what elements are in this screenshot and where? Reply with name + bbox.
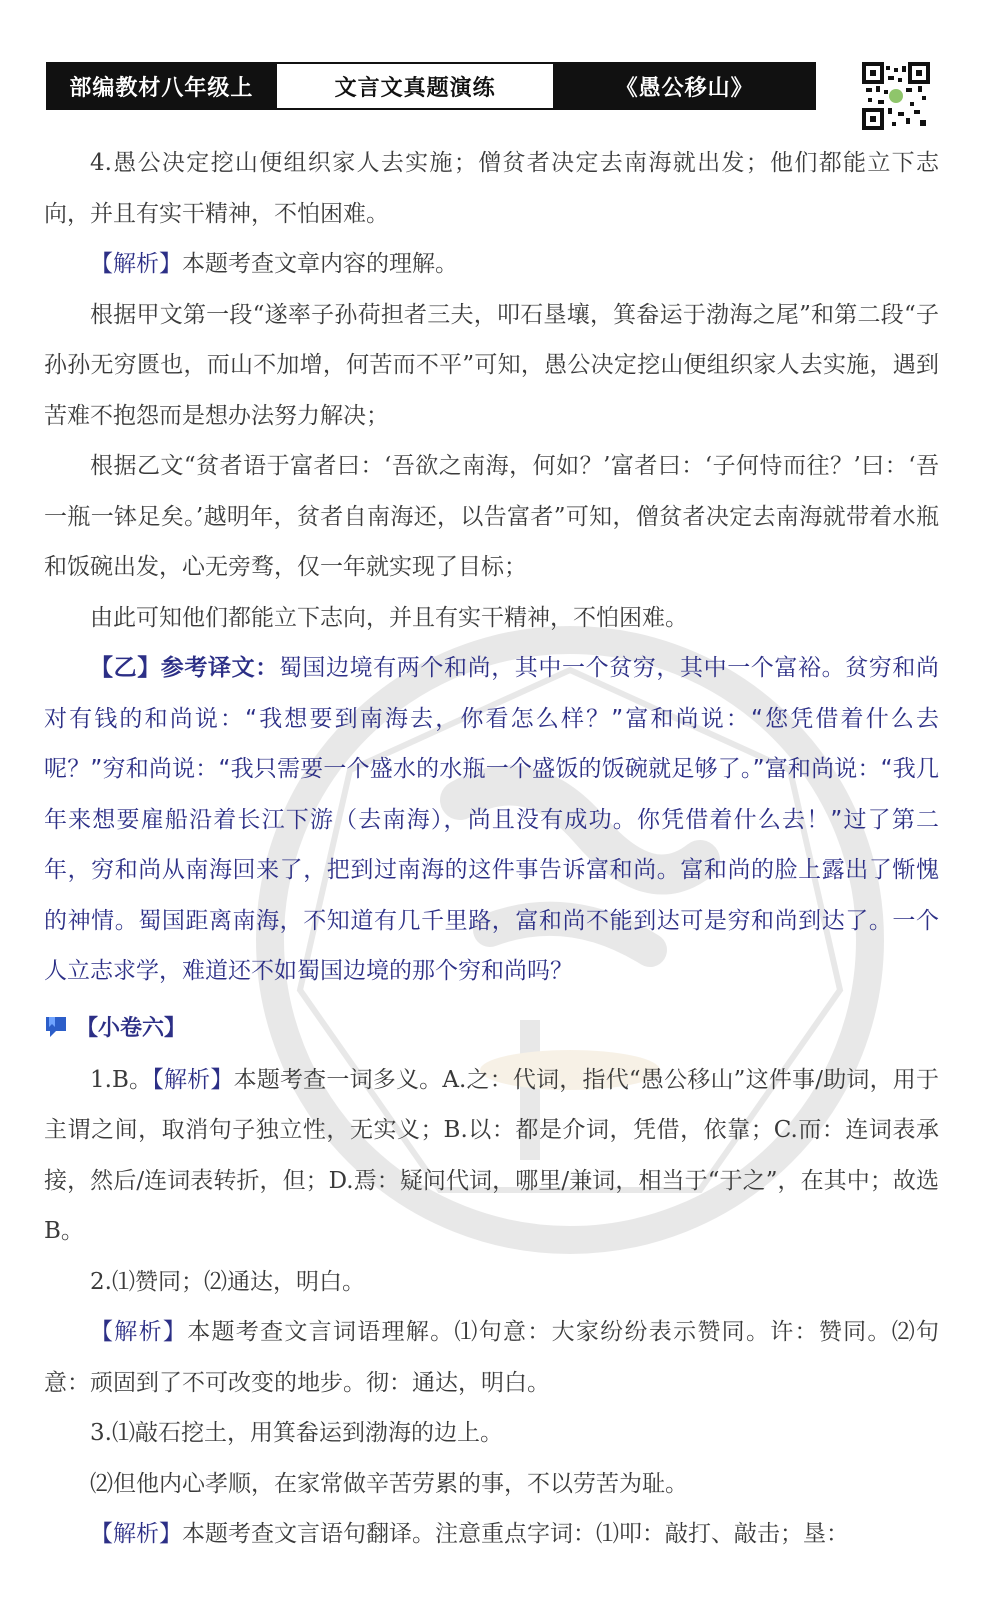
- answer-4-para-1: 根据甲文第一段“遂率子孙荷担者三夫，叩石垦壤，箕畚运于渤海之尾”和第二段“子孙孙无穷匮也，而山不加增，何苦而不平”可知，愚公决定挖山便组织家人去实施，遇到苦难不抱怨而是想办法努力解决；: [44, 301, 939, 429]
- question-3-analysis: [44, 1509, 939, 1560]
- bookmark-chat-icon: [44, 1015, 70, 1039]
- answer-4-para-3: 由此可知他们都能立下志向，并且有实干精神，不怕困难。: [90, 604, 688, 631]
- header-section-title: 文言文真题演练: [275, 64, 556, 108]
- question-2-analysis: [44, 1307, 939, 1408]
- header-grade-label: 部编教材八年级上: [48, 64, 275, 108]
- page-content: [44, 138, 939, 1560]
- question-2-answer: 2.⑴赞同；⑵通达，明白。: [90, 1268, 365, 1295]
- q1-analysis: 本题考查一词多义。A.之：代词，指代“愚公移山”这件事/助词，用于主谓之间，取消句子独立性，无实义；B.以：都是介词，凭借，依靠；C.而：连词表承接，然后/连词表转折，但；D.焉：疑问代词，哪里/兼词，相当于“于之”，在其中；故选B。: [44, 1066, 939, 1244]
- analysis-text: 本题考查文章内容的理解。: [182, 251, 458, 277]
- qr-code-icon[interactable]: [862, 62, 930, 130]
- q3-analysis-tag: 【解析】: [90, 1521, 182, 1547]
- question-3-answer-2: ⑵但他内心孝顺，在家常做辛苦劳累的事，不以劳苦为耻。: [90, 1470, 688, 1497]
- page-header: [46, 62, 816, 110]
- answer-4-para-2: 根据乙文“贫者语于富者曰：‘吾欲之南海，何如？’富者曰：‘子何恃而往？’曰：‘吾一瓶一钵足矣。’越明年，贫者自南海还，以告富者”可知，僧贫者决定去南海就带着水瓶和饭碗出发，心无旁骛，仅一年就实现了目标；: [44, 453, 939, 580]
- section-title: 【小卷六】: [76, 1016, 187, 1041]
- q1-number: 1.B。: [90, 1066, 153, 1093]
- question-3-answer-1: 3.⑴敲石挖土，用箕畚运到渤海的边上。: [90, 1420, 503, 1446]
- answer-4: 4.愚公决定挖山便组织家人去实施；僧贫者决定去南海就出发；他们都能立下志向，并且有实干精神，不怕困难。: [44, 150, 939, 227]
- q1-analysis-tag: 【解析】: [152, 1066, 234, 1093]
- header-lesson-title: 《愚公移山》: [555, 64, 814, 108]
- translation-text: 蜀国边境有两个和尚，其中一个贫穷，其中一个富裕。贫穷和尚对有钱的和尚说：“我想要到南海去，你看怎么样？”富和尚说：“您凭借着什么去呢？”穷和尚说：“我只需要一个盛水的水瓶一个盛饭的饭碗就足够了。”富和尚说：“我几年来想要雇船沿着长江下游（去南海），尚且没有成功。你凭借着什么去！”过了第二年，穷和尚从南海回来了，把到过南海的这件事告诉富和尚。富和尚的脸上露出了惭愧的神情。蜀国距离南海，不知道有几千里路，富和尚不能到达可是穷和尚到达了。一个人立志求学，难道还不如蜀国边境的那个穷和尚吗？: [44, 655, 940, 984]
- q2-analysis-tag: 【解析】: [90, 1319, 188, 1345]
- q2-analysis: 本题考查文言词语理解。⑴句意：大家纷纷表示赞同。许：赞同。⑵句意：顽固到了不可改变的地步。彻：通达，明白。: [44, 1319, 940, 1396]
- analysis-tag: 【解析】: [90, 251, 182, 277]
- question-1-answer: [44, 1055, 939, 1257]
- translation-paragraph: [44, 643, 939, 997]
- section-heading: [44, 999, 939, 1055]
- translation-tag: 【乙】参考译文：: [90, 655, 279, 681]
- q3-analysis: 本题考查文言语句翻译。注意重点字词：⑴叩：敲打、敲击；垦：: [182, 1521, 849, 1547]
- answer-4-analysis: [44, 239, 939, 290]
